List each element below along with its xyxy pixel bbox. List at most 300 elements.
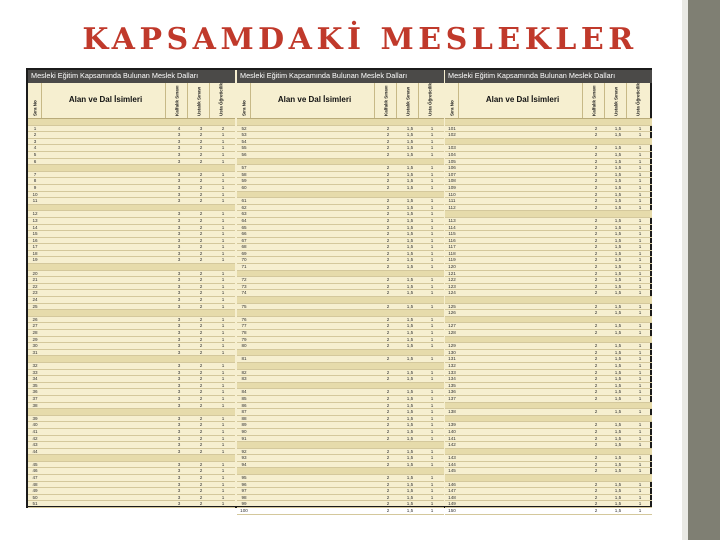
cell-name — [42, 297, 168, 303]
cell-no: 76 — [241, 316, 247, 322]
section-row — [237, 159, 444, 166]
cell-no: 3 — [33, 138, 37, 144]
cell-no: 107 — [448, 171, 456, 177]
table-row — [445, 488, 652, 495]
cell-v3: 1 — [221, 270, 225, 276]
cell-v3: 1 — [638, 461, 642, 467]
cell-v3: 1 — [430, 244, 434, 250]
cell-v3: 1 — [430, 475, 434, 481]
cell-no: 111 — [448, 198, 456, 204]
table-row — [445, 468, 652, 475]
cell-name — [251, 231, 377, 237]
cell-name — [42, 436, 168, 442]
cell-no: 119 — [448, 257, 456, 263]
table-row — [445, 264, 652, 271]
cell-v1: 2 — [386, 330, 390, 335]
cell-v1: 3 — [177, 330, 181, 335]
cell-v2: 2 — [199, 184, 203, 190]
cell-no: 81 — [241, 356, 247, 362]
cell-v1: 3 — [177, 402, 181, 408]
cell-name — [42, 475, 168, 481]
cell-no: 19 — [32, 257, 38, 263]
cell-v1: 3 — [177, 283, 181, 289]
cell-name — [251, 145, 377, 151]
cell-v1: 2 — [594, 389, 598, 395]
cell-v1: 2 — [386, 165, 390, 171]
cell-v3: 1 — [221, 442, 225, 448]
cell-name — [42, 363, 168, 369]
section-row — [28, 455, 235, 462]
table-row — [237, 323, 444, 330]
cell-no: 138 — [448, 409, 456, 415]
cell-no: 46 — [32, 468, 38, 474]
cell-v2: 1,5 — [406, 125, 414, 131]
cell-v2: 1,5 — [406, 475, 414, 481]
table-row — [237, 198, 444, 205]
cell-v2: 1,5 — [614, 250, 622, 256]
cell-v1: 2 — [386, 336, 390, 342]
cell-v1: 3 — [177, 435, 181, 441]
cell-v1: 3 — [177, 395, 181, 401]
cell-v3: 1 — [638, 323, 642, 329]
cell-no: 143 — [448, 455, 456, 461]
table-row — [237, 185, 444, 192]
cell-no: 25 — [32, 303, 38, 309]
table-row — [28, 495, 235, 502]
cell-v2: 1,5 — [406, 290, 414, 296]
cell-v3: 1 — [221, 231, 225, 237]
cell-v1: 3 — [177, 184, 181, 190]
slide-title: KAPSAMDAKİ MESLEKLER — [82, 22, 638, 57]
cell-name — [459, 192, 585, 198]
cell-v2: 1,5 — [406, 151, 414, 157]
table-row — [445, 231, 652, 238]
cell-name — [42, 277, 168, 283]
cell-name — [42, 389, 168, 395]
cell-v1: 2 — [386, 204, 390, 210]
table-row — [237, 455, 444, 462]
table-row — [28, 178, 235, 185]
table-row — [28, 468, 235, 475]
cell-v3: 1 — [221, 224, 225, 230]
cell-v1: 3 — [177, 224, 181, 230]
column-header-label: Usta Öğreticilik — [635, 82, 641, 116]
cell-no: 73 — [241, 283, 247, 289]
cell-name — [42, 257, 168, 263]
cell-v1: 2 — [386, 250, 390, 256]
cell-v2: 1,5 — [614, 224, 622, 230]
cell-v3: 1 — [638, 442, 642, 448]
cell-no: 134 — [448, 376, 456, 382]
table-row — [237, 508, 444, 515]
cell-v3: 1 — [638, 343, 642, 349]
cell-v3: 1 — [430, 145, 434, 151]
cell-name — [459, 159, 585, 165]
cell-v3: 1 — [638, 508, 642, 514]
cell-no: 45 — [32, 461, 38, 467]
cell-no: 38 — [32, 402, 38, 408]
cell-v3: 1 — [430, 224, 434, 230]
cell-v1: 2 — [594, 165, 598, 171]
cell-v1: 2 — [386, 132, 390, 138]
cell-v3: 1 — [221, 217, 225, 223]
cell-v2: 1,5 — [614, 501, 622, 507]
cell-v3: 1 — [430, 336, 434, 342]
table-row — [28, 488, 235, 495]
cell-no: 30 — [32, 343, 38, 349]
table-row — [237, 436, 444, 443]
cell-v3: 1 — [638, 369, 642, 375]
table-rows — [28, 119, 235, 508]
cell-v2: 1,5 — [614, 422, 622, 428]
table-row — [28, 251, 235, 258]
cell-v2: 1,5 — [614, 330, 622, 335]
table-row — [28, 442, 235, 449]
cell-name — [459, 238, 585, 244]
cell-v2: 1,5 — [406, 481, 414, 487]
cell-v3: 1 — [638, 277, 642, 283]
cell-v2: 2 — [199, 323, 203, 329]
section-row — [445, 211, 652, 218]
column-header-label: Kalfalık Sınavı — [174, 85, 179, 116]
cell-no: 21 — [32, 277, 38, 283]
table-row — [237, 238, 444, 245]
cell-v2: 1,5 — [614, 277, 622, 283]
cell-v1: 3 — [177, 323, 181, 329]
cell-v3: 1 — [221, 343, 225, 349]
cell-v2: 1,5 — [406, 178, 414, 184]
cell-v1: 2 — [594, 422, 598, 428]
cell-v1: 2 — [594, 244, 598, 250]
cell-v3: 1 — [638, 310, 642, 316]
cell-v3: 1 — [638, 303, 642, 309]
cell-v2: 1,5 — [614, 481, 622, 487]
table-row — [237, 356, 444, 363]
cell-v1: 2 — [386, 409, 390, 415]
cell-v3: 1 — [221, 158, 225, 164]
table-row — [28, 139, 235, 146]
cell-v3: 1 — [638, 231, 642, 237]
cell-v1: 3 — [177, 290, 181, 296]
cell-v2: 1,5 — [614, 376, 622, 382]
cell-v2: 1,5 — [406, 488, 414, 494]
cell-v2: 1,5 — [406, 224, 414, 230]
cell-no: 148 — [448, 494, 456, 500]
cell-name — [459, 508, 585, 514]
cell-v1: 2 — [594, 132, 598, 138]
cell-name — [459, 132, 585, 138]
cell-v1: 2 — [386, 138, 390, 144]
cell-no: 67 — [241, 237, 247, 243]
cell-name — [251, 225, 377, 231]
cell-v1: 3 — [177, 277, 181, 283]
table-row — [445, 277, 652, 284]
table-row — [237, 409, 444, 416]
cell-no: 124 — [448, 290, 456, 296]
table-row — [445, 495, 652, 502]
cell-v2: 2 — [199, 336, 203, 342]
table-row — [445, 442, 652, 449]
cell-v2: 2 — [199, 198, 203, 204]
table-row — [237, 225, 444, 232]
column-header-name — [251, 83, 375, 118]
cell-name — [251, 126, 377, 132]
cell-v2: 1,5 — [614, 125, 622, 131]
cell-v3: 1 — [430, 488, 434, 494]
cell-v1: 2 — [594, 184, 598, 190]
cell-no: 92 — [241, 448, 247, 454]
cell-v3: 1 — [430, 290, 434, 296]
column-header-v3 — [627, 83, 649, 118]
cell-v3: 1 — [221, 349, 225, 355]
cell-v2: 1,5 — [406, 455, 414, 461]
cell-name — [459, 383, 585, 389]
table-row — [445, 225, 652, 232]
cell-name — [42, 132, 168, 138]
table-row — [28, 159, 235, 166]
cell-no: 57 — [241, 165, 247, 171]
cell-no: 13 — [32, 217, 38, 223]
cell-no: 93 — [241, 455, 247, 461]
cell-v2: 2 — [199, 448, 203, 454]
decorative-side-bar — [688, 0, 720, 540]
cell-name — [459, 343, 585, 349]
cell-v3: 1 — [638, 494, 642, 500]
cell-no: 78 — [241, 330, 247, 335]
cell-no: 71 — [241, 264, 247, 270]
cell-v2: 1,5 — [406, 376, 414, 382]
cell-v2: 2 — [199, 468, 203, 474]
section-row — [445, 475, 652, 482]
cell-v1: 2 — [386, 475, 390, 481]
column-header-label: Usta Öğreticilik — [218, 82, 224, 116]
table-row — [237, 145, 444, 152]
table-row — [28, 218, 235, 225]
cell-v2: 1,5 — [614, 369, 622, 375]
cell-v3: 1 — [221, 448, 225, 454]
cell-name — [251, 132, 377, 138]
cell-v2: 1,5 — [406, 330, 414, 335]
cell-name — [251, 211, 377, 217]
cell-v2: 1,5 — [614, 362, 622, 368]
cell-name — [251, 396, 377, 402]
cell-no: 23 — [32, 290, 38, 296]
cell-v2: 1,5 — [406, 402, 414, 408]
cell-no: 54 — [241, 138, 247, 144]
cell-v3: 1 — [638, 244, 642, 250]
cell-v1: 2 — [594, 257, 598, 263]
cell-no: 121 — [448, 270, 456, 276]
cell-v1: 2 — [386, 415, 390, 421]
cell-v2: 1,5 — [614, 145, 622, 151]
cell-v3: 1 — [638, 290, 642, 296]
cell-v1: 3 — [177, 349, 181, 355]
table-row — [237, 403, 444, 410]
table-row — [237, 330, 444, 337]
cell-name — [251, 277, 377, 283]
cell-v3: 1 — [430, 237, 434, 243]
cell-no: 99 — [241, 501, 247, 507]
cell-no: 100 — [240, 508, 248, 514]
table-row — [28, 337, 235, 344]
cell-v3: 1 — [430, 165, 434, 171]
cell-no: 106 — [448, 165, 456, 171]
cell-v3: 1 — [638, 224, 642, 230]
cell-name — [459, 436, 585, 442]
cell-name — [42, 403, 168, 409]
cell-v3: 1 — [221, 132, 225, 138]
cell-v1: 2 — [386, 508, 390, 514]
cell-v3: 1 — [638, 481, 642, 487]
cell-name — [459, 152, 585, 158]
cell-no: 18 — [32, 250, 38, 256]
table-row — [28, 330, 235, 337]
cell-v2: 1,5 — [406, 323, 414, 329]
table-row — [445, 238, 652, 245]
cell-no: 108 — [448, 178, 456, 184]
cell-v2: 1,5 — [614, 158, 622, 164]
cell-no: 79 — [241, 336, 247, 342]
cell-v2: 1,5 — [614, 178, 622, 184]
table-row — [445, 396, 652, 403]
table-row — [28, 304, 235, 311]
cell-v1: 2 — [594, 494, 598, 500]
table-row — [28, 436, 235, 443]
cell-v3: 1 — [221, 428, 225, 434]
cell-no: 2 — [33, 132, 37, 138]
cell-no: 11 — [32, 198, 38, 204]
cell-no: 9 — [33, 184, 37, 190]
cell-v1: 2 — [594, 382, 598, 388]
panel-heading: Mesleki Eğitim Kapsamında Bulunan Meslek Dalları — [237, 70, 444, 83]
table-row — [28, 376, 235, 383]
table-row — [237, 416, 444, 423]
table-row — [28, 198, 235, 205]
cell-v1: 3 — [177, 303, 181, 309]
cell-v1: 2 — [386, 395, 390, 401]
cell-v2: 1,5 — [406, 415, 414, 421]
cell-v3: 1 — [221, 415, 225, 421]
cell-v2: 1,5 — [614, 231, 622, 237]
cell-name — [251, 178, 377, 184]
cell-v2: 2 — [199, 316, 203, 322]
occupations-table-image — [26, 68, 652, 514]
cell-name — [42, 139, 168, 145]
cell-v2: 1,5 — [406, 316, 414, 322]
cell-v3: 1 — [221, 151, 225, 157]
cell-v1: 2 — [594, 428, 598, 434]
cell-no: 56 — [241, 151, 247, 157]
cell-v1: 2 — [386, 422, 390, 428]
cell-v1: 2 — [594, 217, 598, 223]
cell-name — [459, 244, 585, 250]
section-row — [237, 468, 444, 475]
cell-v2: 1,5 — [406, 395, 414, 401]
table-row — [28, 383, 235, 390]
cell-v1: 2 — [594, 369, 598, 375]
panel-heading: Mesleki Eğitim Kapsamında Bulunan Meslek Dalları — [28, 70, 235, 83]
cell-no: 141 — [448, 435, 456, 441]
cell-name — [251, 238, 377, 244]
cell-v2: 2 — [199, 257, 203, 263]
table-row — [237, 277, 444, 284]
cell-name — [459, 462, 585, 468]
cell-no: 90 — [241, 428, 247, 434]
cell-name — [251, 403, 377, 409]
cell-name — [459, 251, 585, 257]
cell-v1: 3 — [177, 343, 181, 349]
cell-name — [42, 337, 168, 343]
cell-no: 127 — [448, 323, 456, 329]
column-header-v3 — [210, 83, 232, 118]
cell-v3: 1 — [638, 198, 642, 204]
cell-v1: 3 — [177, 362, 181, 368]
cell-no: 48 — [32, 481, 38, 487]
cell-v3: 1 — [638, 330, 642, 335]
cell-no: 59 — [241, 178, 247, 184]
cell-v2: 1,5 — [614, 184, 622, 190]
cell-no: 26 — [32, 316, 38, 322]
cell-v2: 2 — [199, 270, 203, 276]
cell-v3: 1 — [221, 283, 225, 289]
cell-v3: 1 — [638, 204, 642, 210]
cell-v3: 1 — [638, 428, 642, 434]
table-row — [28, 297, 235, 304]
cell-v2: 1,5 — [406, 244, 414, 250]
cell-name — [459, 310, 585, 316]
cell-v2: 1,5 — [614, 191, 622, 197]
cell-no: 82 — [241, 369, 247, 375]
table-row — [28, 225, 235, 232]
cell-v2: 1,5 — [406, 132, 414, 138]
table-row — [28, 501, 235, 508]
cell-no: 96 — [241, 481, 247, 487]
cell-v2: 1,5 — [614, 409, 622, 415]
cell-name — [459, 495, 585, 501]
cell-v3: 1 — [430, 264, 434, 270]
cell-v1: 2 — [594, 501, 598, 507]
cell-no: 7 — [33, 171, 37, 177]
table-row — [237, 337, 444, 344]
section-row — [237, 271, 444, 278]
cell-v2: 2 — [199, 224, 203, 230]
cell-name — [459, 257, 585, 263]
cell-no: 122 — [448, 277, 456, 283]
cell-no: 142 — [448, 442, 456, 448]
section-row — [237, 350, 444, 357]
cell-no: 39 — [32, 415, 38, 421]
cell-v1: 2 — [594, 270, 598, 276]
cell-name — [251, 218, 377, 224]
table-panel-2 — [237, 70, 444, 514]
cell-v1: 3 — [177, 501, 181, 507]
cell-name — [251, 165, 377, 171]
cell-v2: 2 — [199, 244, 203, 250]
cell-name — [42, 231, 168, 237]
cell-v1: 2 — [594, 171, 598, 177]
table-row — [28, 172, 235, 179]
cell-v2: 1,5 — [614, 237, 622, 243]
cell-v3: 1 — [638, 283, 642, 289]
cell-v3: 1 — [638, 382, 642, 388]
cell-v3: 1 — [430, 389, 434, 395]
cell-v2: 2 — [199, 362, 203, 368]
cell-v1: 3 — [177, 244, 181, 250]
table-row — [237, 165, 444, 172]
table-row — [28, 244, 235, 251]
cell-v2: 1,5 — [614, 171, 622, 177]
cell-v3: 1 — [638, 389, 642, 395]
